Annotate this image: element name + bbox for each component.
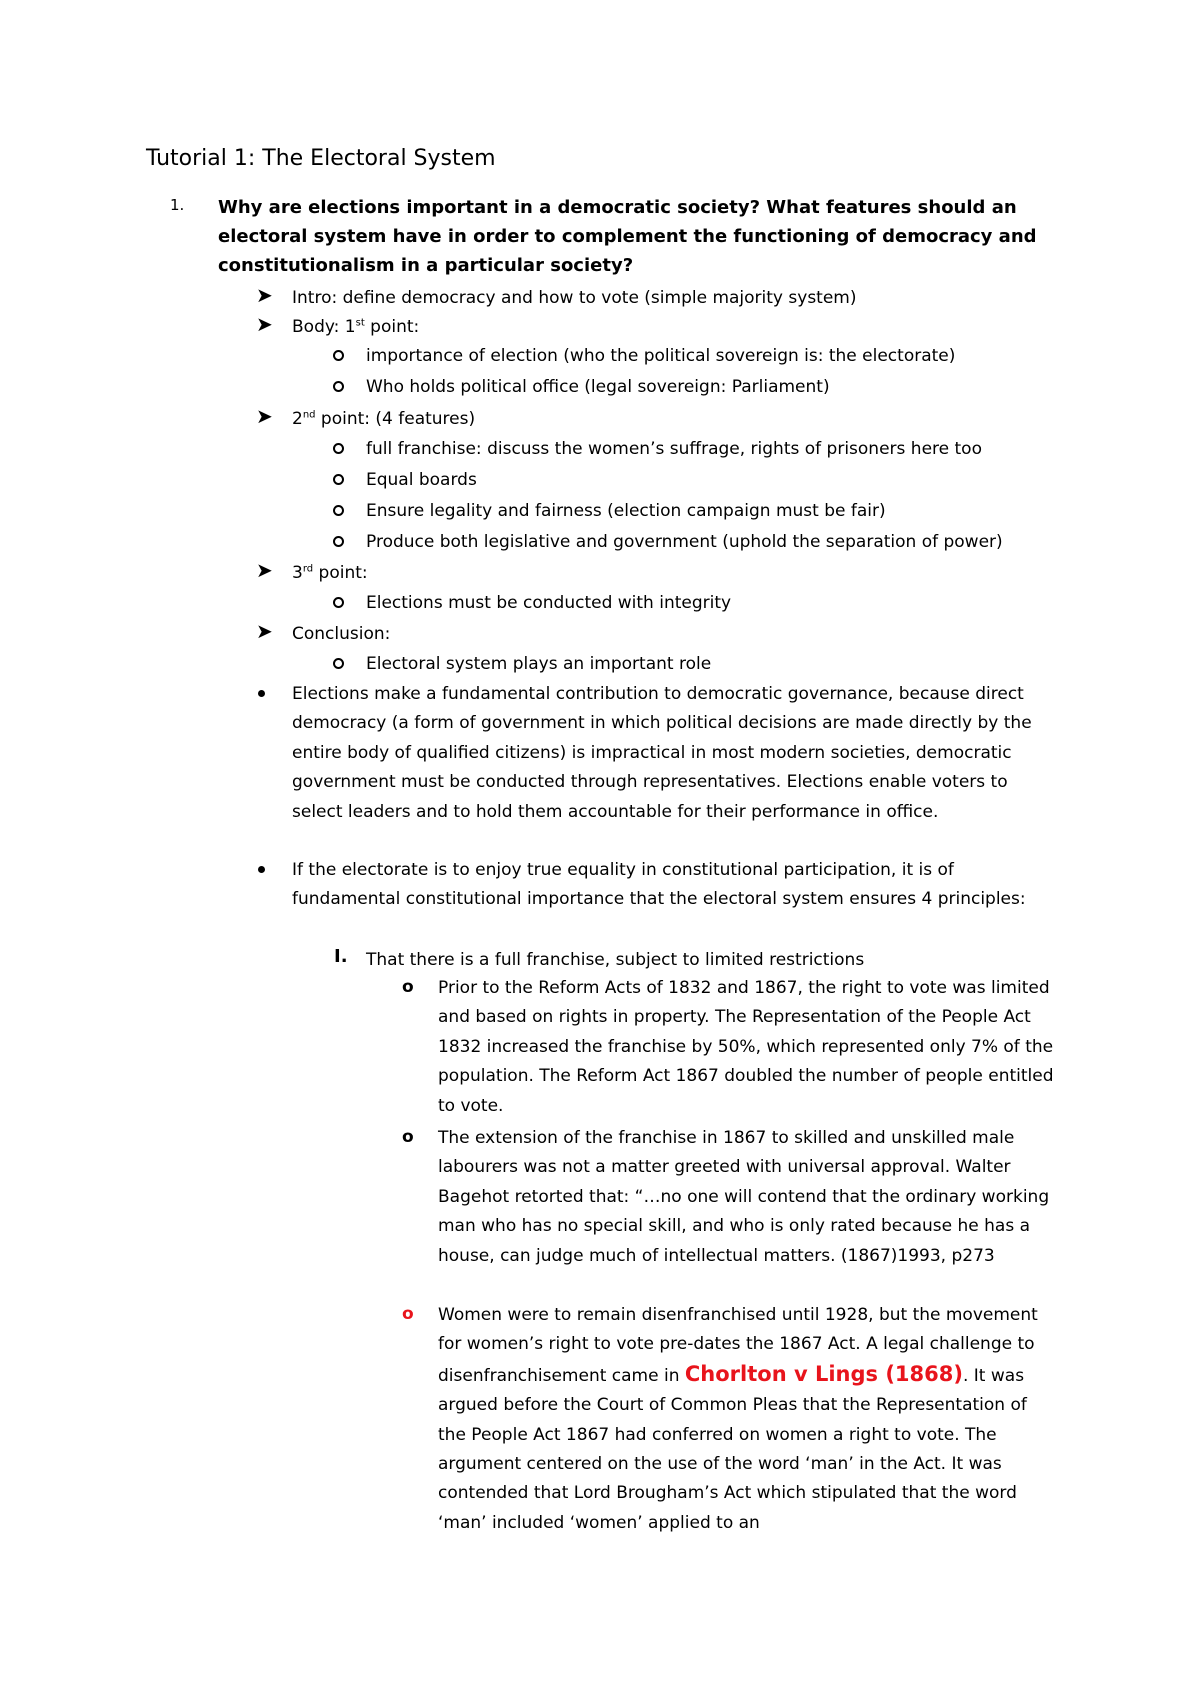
dot-bullet-icon [258,866,265,873]
bullet-paragraph: Elections make a fundamental contribution to democratic governance, because direct democracy (a form of government in which political decisions are made directly by the entire body of qualified citizens) is impractical in most modern societies, democratic government must be conducted through representatives. Elections enable voters to select leaders and to hold them accountable for their performance in office. [292,684,1032,822]
circle-bullet-icon [333,443,344,454]
body-item: Who holds political office (legal sovereign: Parliament) [366,377,830,397]
circle-bullet-icon [333,474,344,485]
circle-bullet-icon [333,536,344,547]
roman-numeral: I. [334,946,348,967]
circle-bullet-icon: o [402,977,414,997]
circle-bullet-icon [333,597,344,608]
outline-third: 3rd point: [292,563,368,583]
dot-bullet-icon [258,690,265,697]
sub-item-women: Women were to remain disenfranchised until 1928, but the movement for women’s right to vote pre-dates the 1867 Act. A legal challenge to disenfranchisement came in Chorlton v Lings (1868). It was argued before the Court of Common Pleas that the Representation of the People Act 1867 had conferred on women a right to vote. The argument centered on the use of the word ‘man’ in the Act. It was contended that Lord Brougham’s Act which stipulated that the word ‘man’ included ‘women’ applied to an [438,1305,1038,1533]
principle-text: That there is a full franchise, subject to limited restrictions [366,950,865,970]
second-item: Equal boards [366,470,477,490]
bullet-paragraph: If the electorate is to enjoy true equality in constitutional participation, it is of fundamental constitutional importance that the electoral system ensures 4 principles: [292,860,1026,910]
arrowhead-bullet-icon: ➤ [256,283,273,307]
second-item: Produce both legislative and government (uphold the separation of power) [366,532,1003,552]
arrowhead-bullet-icon: ➤ [256,312,273,336]
outline-intro: Intro: define democracy and how to vote (simple majority system) [292,288,857,308]
second-item: Ensure legality and fairness (election campaign must be fair) [366,501,886,521]
arrowhead-bullet-icon: ➤ [256,558,273,582]
outline-conclusion: Conclusion: [292,624,391,644]
second-item: full franchise: discuss the women’s suffrage, rights of prisoners here too [366,439,982,459]
arrowhead-bullet-icon: ➤ [256,404,273,428]
circle-bullet-icon [333,350,344,361]
circle-bullet-icon: o [402,1127,414,1147]
page-title: Tutorial 1: The Electoral System [146,146,496,171]
circle-bullet-icon [333,505,344,516]
outline-body: Body: 1st point: [292,317,420,337]
circle-bullet-icon [333,658,344,669]
conclusion-item: Electoral system plays an important role [366,654,712,674]
question-number: 1. [170,196,185,214]
sub-item: Prior to the Reform Acts of 1832 and 1867, the right to vote was limited and based on rights in property. The Representation of the People Act 1832 increased the franchise by 50%, which represented only 7% of the population. The Reform Act 1867 doubled the number of people entitled to vote. [438,978,1054,1116]
case-citation: Chorlton v Lings (1868) [684,1361,963,1386]
arrowhead-bullet-icon: ➤ [256,619,273,643]
outline-second: 2nd point: (4 features) [292,409,476,429]
circle-bullet-icon: o [402,1304,414,1324]
third-item: Elections must be conducted with integrity [366,593,732,613]
circle-bullet-icon [333,381,344,392]
body-item: importance of election (who the political sovereign is: the electorate) [366,346,956,366]
question-text: Why are elections important in a democratic society? What features should an electoral system have in order to complement the functioning of democracy and constitutionalism in a particular society? [218,197,1037,276]
sub-item: The extension of the franchise in 1867 to skilled and unskilled male labourers was not a matter greeted with universal approval. Walter Bagehot retorted that: “…no one will contend that the ordinary working man who has no special skill, and who is only rated because he has a house, can judge much of intellectual matters. (1867)1993, p273 [438,1128,1050,1266]
